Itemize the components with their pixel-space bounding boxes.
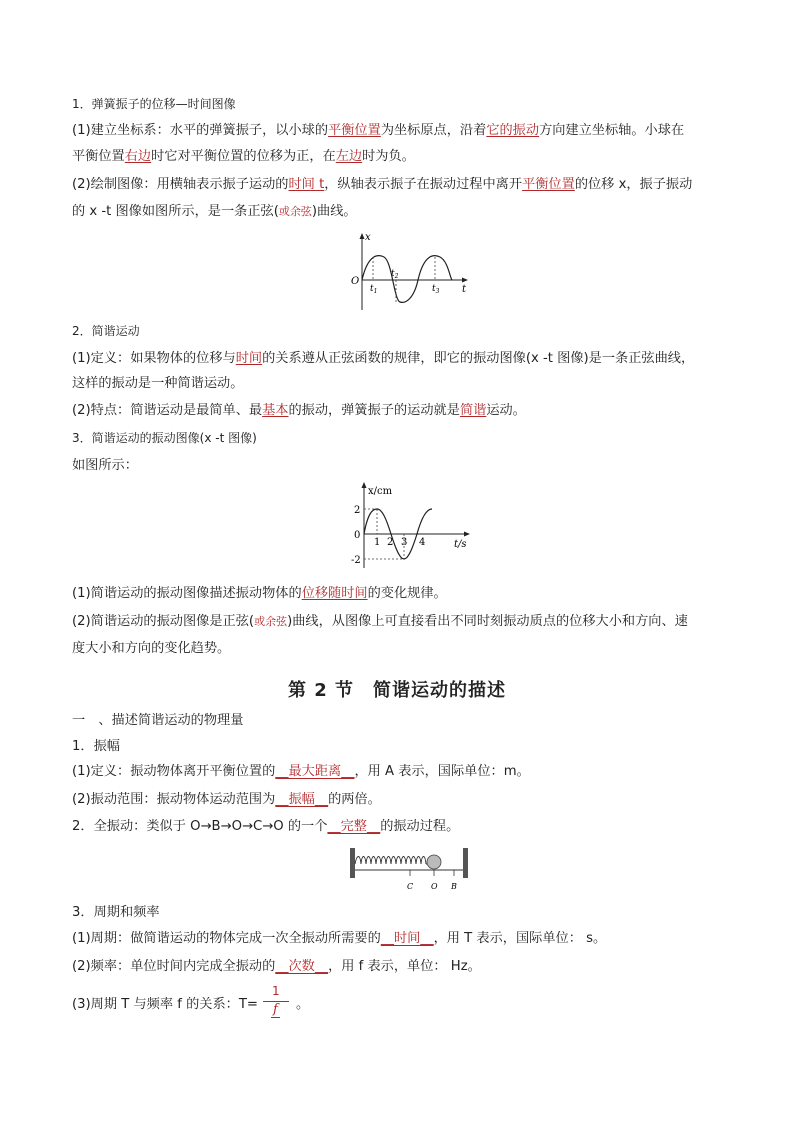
answer-complete: __完整__	[327, 819, 381, 834]
paragraph-amplitude-definition: (1)定义：振动物体离开平衡位置的__最大距离__，用 A 表示，国际单位：m。	[72, 764, 530, 779]
tick-x-3: 3	[401, 537, 408, 548]
label-t3: $t_3$	[432, 284, 440, 295]
tick-y-minus2: -2	[351, 555, 361, 566]
answer-or-cosine: 或余弦	[278, 205, 312, 218]
answer-right-side: 右边	[124, 149, 152, 164]
paragraph-graph-describes: (1)简谐运动的振动图像描述振动物体的位移随时间的变化规律。	[72, 586, 447, 601]
paragraph-frequency: (2)频率：单位时间内完成全振动的__次数__，用 f 表示，单位： Hz。	[72, 959, 481, 974]
paragraph-graph-shape-2: 度大小和方向的变化趋势。	[72, 641, 231, 656]
heading-simple-harmonic-motion: 2．简谐运动	[72, 324, 140, 338]
answer-amplitude: __振幅__	[275, 792, 329, 807]
label-o: O	[431, 882, 438, 891]
tick-y-2: 2	[354, 505, 361, 516]
paragraph-full-vibration: 2．全振动：类似于 O→B→O→C→O 的一个__完整__的振动过程。	[72, 819, 460, 834]
label-t2: $t_2$	[391, 269, 399, 280]
answer-max-distance: __最大距离__	[275, 764, 355, 779]
tick-x-2: 2	[387, 537, 394, 548]
ball	[427, 855, 441, 869]
answer-time: 时间	[235, 351, 263, 366]
tick-x-4: 4	[419, 537, 426, 548]
label-y-axis: x/cm	[368, 486, 393, 497]
paragraph-definition-1: (1)定义：如果物体的位移与时间的关系遵从正弦函数的规律，即它的振动图像(x -t 图像)是一条正弦曲线，	[72, 351, 695, 366]
heading-period-frequency: 3．周期和频率	[72, 905, 160, 920]
label-x: x	[365, 232, 371, 243]
answer-equilibrium-position: 平衡位置	[328, 123, 381, 138]
paragraph-relation: (3)周期 T 与频率 f 的关系：T= 。	[72, 997, 310, 1012]
paragraph-graph-shape-1: (2)简谐运动的振动图像是正弦(或余弦)曲线，从图像上可直接看出不同时刻振动质点的位移大小和方向、速	[72, 614, 688, 629]
left-wall	[350, 848, 355, 878]
label-t1: $t_1$	[370, 284, 378, 295]
label-t: t	[462, 284, 467, 295]
fraction-one-over-f	[263, 984, 289, 1022]
tick-y-0: 0	[354, 530, 361, 541]
answer-left-side: 左边	[335, 149, 363, 164]
sine-graph-2	[344, 478, 476, 570]
answer-time-t: 时间 t	[288, 177, 325, 192]
spring-oscillator-diagram	[348, 844, 474, 894]
label-x-axis: t/s	[454, 539, 467, 550]
section-title: 第 2 节 简谐运动的描述	[287, 680, 507, 701]
right-wall	[463, 848, 468, 878]
fraction-denominator: f	[273, 1002, 278, 1017]
label-c: C	[407, 882, 414, 891]
answer-its-vibration: 它的振动	[486, 123, 540, 138]
answer-basic: 基本	[262, 403, 289, 418]
paragraph-coordinate-system-1: (1)建立坐标系：水平的弹簧振子，以小球的平衡位置为坐标原点，沿着它的振动方向建立坐标轴。小球在	[72, 123, 685, 138]
paragraph-period: (1)周期：做简谐运动的物体完成一次全振动所需要的__时间__，用 T 表示，国际单位： s。	[72, 931, 607, 946]
sine-graph-1	[348, 230, 474, 314]
answer-time-2: __时间__	[380, 931, 434, 946]
spring-coil	[355, 857, 426, 865]
heading-displacement-time-graph: 1．弹簧振子的位移—时间图像	[72, 97, 236, 111]
answer-simple-harmonic: 简谐	[459, 403, 487, 418]
paragraph-draw-graph-1: (2)绘制图像：用横轴表示振子运动的时间 t，纵轴表示振子在振动过程中离开平衡位置的位移 x，振子振动	[72, 177, 693, 192]
heading-vibration-graph: 3．简谐运动的振动图像(x -t 图像)	[72, 431, 257, 445]
label-b: B	[451, 882, 457, 891]
heading-amplitude: 1．振幅	[72, 739, 120, 754]
x-axis-arrow	[464, 532, 470, 537]
paragraph-vibration-range: (2)振动范围：振动物体运动范围为__振幅__的两倍。	[72, 792, 381, 807]
paragraph-characteristics: (2)特点：简谐运动是最简单、最基本的振动，弹簧振子的运动就是简谐运动。	[72, 403, 526, 418]
paragraph-coordinate-system-2: 平衡位置右边时它对平衡位置的位移为正，在左边时为负。	[72, 149, 415, 164]
label-origin: O	[351, 276, 360, 287]
answer-count: __次数__	[275, 959, 329, 974]
paragraph-as-shown: 如图所示：	[72, 458, 138, 473]
y-axis-arrow	[362, 482, 367, 488]
tick-x-1: 1	[374, 537, 381, 548]
sine-curve	[362, 256, 452, 303]
paragraph-definition-2: 这样的振动是一种简谐运动。	[72, 376, 244, 391]
paragraph-draw-graph-2: 的 x -t 图像如图所示，是一条正弦(或余弦)曲线。	[72, 204, 357, 219]
fraction-numerator: 1	[272, 984, 280, 998]
answer-or-cosine-2: 或余弦	[254, 615, 288, 628]
answer-displacement-with-time: 位移随时间	[301, 586, 368, 601]
answer-equilibrium-position-2: 平衡位置	[522, 177, 575, 192]
x-axis-arrow	[462, 278, 468, 283]
heading-physical-quantities: 一 、描述简谐运动的物理量	[72, 713, 244, 728]
y-axis-arrow	[360, 233, 365, 239]
